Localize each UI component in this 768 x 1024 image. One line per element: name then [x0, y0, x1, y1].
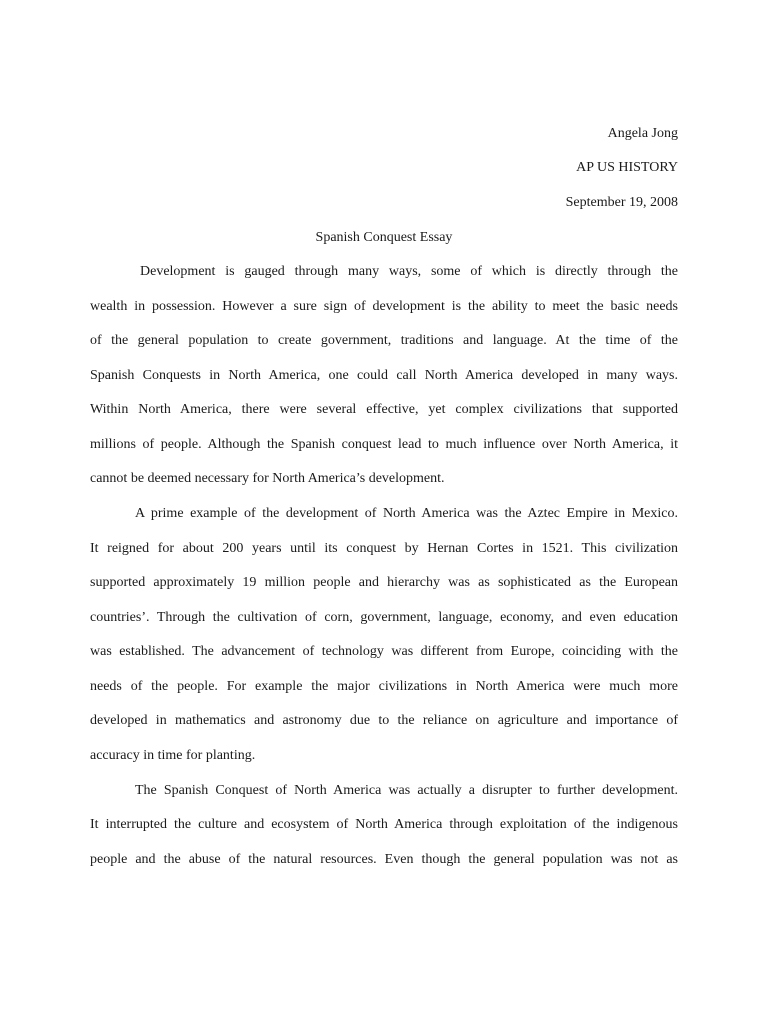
paragraph-1-line-1: Development is gauged through many ways, some of which is directly through the	[140, 264, 678, 279]
paragraph-1-line-5: Within North America, there were several effective, yet complex civilizations that supported	[90, 402, 678, 417]
paragraph-2-line-6: needs of the people. For example the major civilizations in North America were much more	[90, 679, 678, 694]
paragraph-1-line-2: wealth in possession. However a sure sign of development is the ability to meet the basic needs	[90, 299, 678, 314]
paragraph-3-line-2: It interrupted the culture and ecosystem of North America through exploitation of the indigenous	[90, 817, 678, 832]
paragraph-1-line-7: cannot be deemed necessary for North America’s development.	[90, 471, 445, 486]
paragraph-1-line-3: of the general population to create government, traditions and language. At the time of the	[90, 333, 678, 348]
paragraph-2-line-2: It reigned for about 200 years until its conquest by Hernan Cortes in 1521. This civilization	[90, 541, 678, 556]
essay-date: September 19, 2008	[565, 195, 678, 210]
paragraph-2-line-5: was established. The advancement of technology was different from Europe, coinciding with the	[90, 644, 678, 659]
author-name: Angela Jong	[607, 126, 678, 141]
essay-title: Spanish Conquest Essay	[315, 230, 453, 245]
paragraph-2-line-1: A prime example of the development of North America was the Aztec Empire in Mexico.	[135, 506, 678, 521]
paragraph-3-line-3: people and the abuse of the natural resources. Even though the general population was not as	[90, 852, 678, 867]
paragraph-2-line-3: supported approximately 19 million people and hierarchy was as sophisticated as the European	[90, 575, 678, 590]
paragraph-2-line-7: developed in mathematics and astronomy due to the reliance on agriculture and importance of	[90, 713, 678, 728]
paragraph-1-line-6: millions of people. Although the Spanish conquest lead to much influence over North America, it	[90, 437, 678, 452]
paragraph-2-line-8: accuracy in time for planting.	[90, 748, 256, 763]
paragraph-3-line-1: The Spanish Conquest of North America was actually a disrupter to further development.	[135, 783, 678, 798]
course-name: AP US HISTORY	[576, 160, 678, 175]
paragraph-2-line-4: countries’. Through the cultivation of corn, government, language, economy, and even education	[90, 610, 678, 625]
paragraph-1-line-4: Spanish Conquests in North America, one could call North America developed in many ways.	[90, 368, 678, 383]
